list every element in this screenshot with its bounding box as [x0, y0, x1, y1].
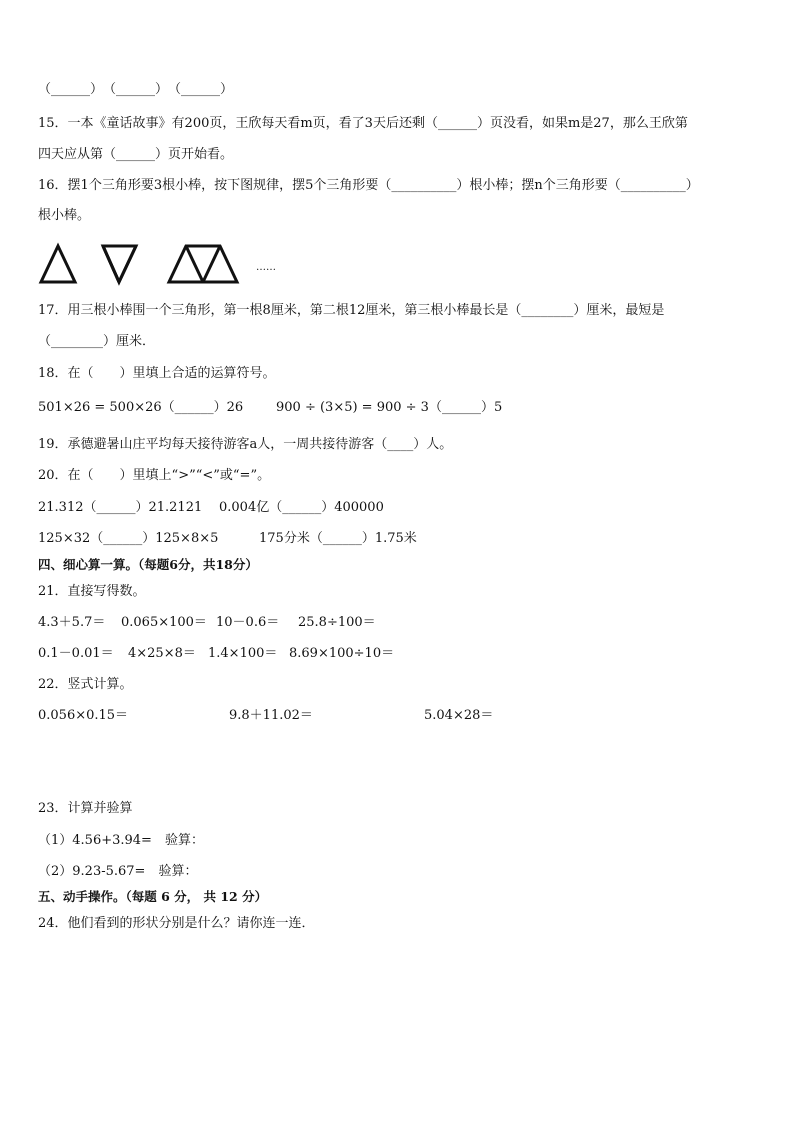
q21-r2c2: 4×25×8＝: [128, 646, 196, 661]
q19-text: 19．承德避暑山庄平均每天接待游客a人，一周共接待游客（____）人。: [38, 437, 453, 452]
q21-r2c1: 0.1－0.01＝: [38, 646, 114, 661]
q16-ellipsis: ……: [256, 262, 276, 273]
q15-line2: 四天应从第（______）页开始看。: [38, 147, 234, 162]
triangle-3: [169, 246, 237, 282]
q17-line1: 17．用三根小棒围一个三角形，第一根8厘米，第二根12厘米，第三根小棒最长是（________）厘米，最短是: [38, 303, 665, 318]
q21-r2c4: 8.69×100÷10＝: [289, 646, 395, 661]
q24-text: 24．他们看到的形状分别是什么？请你连一连．: [38, 916, 315, 931]
q22-item3: 5.04×28＝: [424, 708, 494, 723]
section4-heading: 四、细心算一算。（每题6分，共18分）: [38, 557, 258, 572]
q20-line1: 20．在（ ）里填上“>”“<”或“=”。: [38, 468, 271, 483]
q17-line2: （________）厘米．: [38, 334, 156, 349]
q22-item1: 0.056×0.15＝: [38, 708, 129, 723]
q21-line1: 21．直接写得数。: [38, 584, 146, 599]
q21-r1c2: 0.065×100＝: [121, 615, 207, 630]
section5-heading: 五、动手操作。（每题 6 分， 共 12 分）: [38, 889, 268, 904]
q21-r1c3: 10－0.6＝: [216, 615, 280, 630]
q23-item2: （2）9.23-5.67= 验算：: [38, 864, 198, 879]
q16-line2: 根小棒。: [38, 208, 91, 223]
q22-line1: 22．竖式计算。: [38, 677, 133, 692]
triangle-1: [41, 246, 75, 282]
q20-d: 175分米（______）1.75米: [259, 531, 417, 546]
top-blanks: （______） （______） （______）: [38, 82, 234, 97]
q20-c: 125×32（______）125×8×5: [38, 531, 219, 546]
q20-a: 21.312（______）21.2121: [38, 500, 203, 515]
q15-line1: 15．一本《童话故事》有200页，王欣每天看m页，看了3天后还剩（______）页没看，如果m是27，那么王欣第: [38, 116, 688, 131]
q18-expr2: 900 ÷ (3×5) = 900 ÷ 3（______）5: [276, 400, 503, 415]
q21-r1c4: 25.8÷100＝: [298, 615, 376, 630]
q21-r1c1: 4.3＋5.7＝: [38, 615, 106, 630]
q18-expr1: 501×26 = 500×26（______）26: [38, 400, 244, 415]
q23-line1: 23．计算并验算: [38, 801, 133, 816]
q18-line1: 18．在（ ）里填上合适的运算符号。: [38, 366, 276, 381]
q21-r2c3: 1.4×100＝: [208, 646, 278, 661]
q20-b: 0.004亿（______）400000: [219, 500, 384, 515]
q22-item2: 9.8＋11.02＝: [229, 708, 313, 723]
triangle-2a: [103, 246, 136, 282]
q23-item1: （1）4.56+3.94= 验算：: [38, 833, 204, 848]
q16-line1: 16．摆1个三角形要3根小棒，按下图规律，摆5个三角形要（__________）根小棒；摆n个三角形要（__________）: [38, 178, 699, 193]
